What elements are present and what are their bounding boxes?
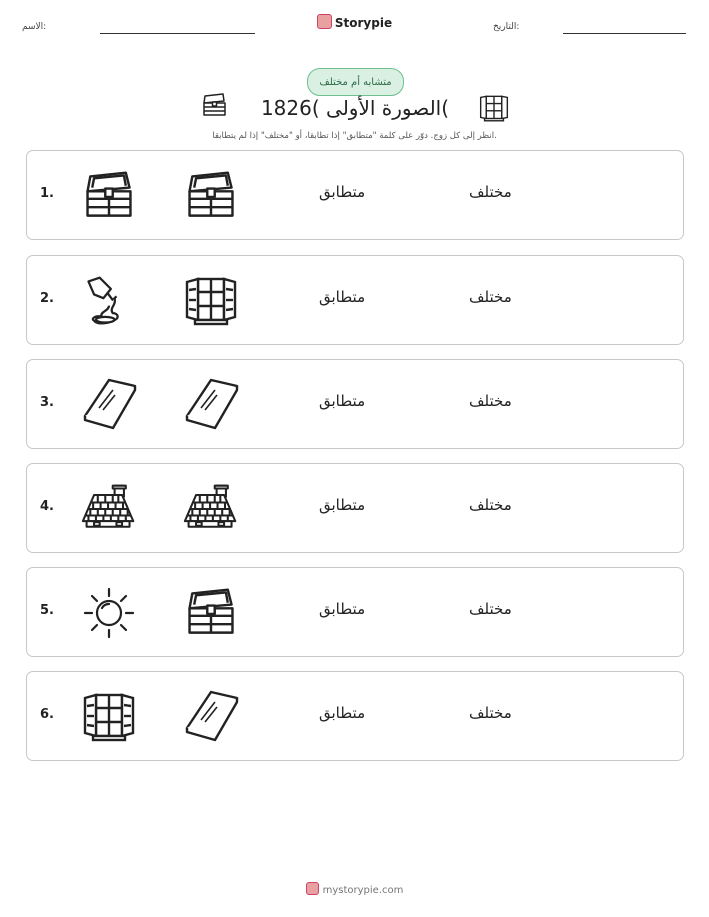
option-same[interactable]: متطابق bbox=[319, 183, 366, 201]
option-same[interactable]: متطابق bbox=[319, 392, 366, 410]
question-row bbox=[26, 359, 684, 449]
name-label: الاسم: bbox=[22, 22, 47, 32]
roof-icon bbox=[183, 482, 239, 536]
footer-url: mystorypie.com bbox=[322, 885, 404, 896]
question-row bbox=[26, 567, 684, 657]
option-different[interactable]: مختلف bbox=[469, 496, 512, 514]
question-number: 1. bbox=[40, 186, 54, 201]
brand-name: Storypie bbox=[334, 16, 393, 30]
option-different[interactable]: مختلف bbox=[469, 392, 512, 410]
treasure-chest-icon bbox=[183, 586, 239, 640]
question-number: 4. bbox=[40, 499, 54, 514]
treasure-chest-icon bbox=[81, 169, 137, 223]
question-number: 2. bbox=[40, 291, 54, 306]
question-number: 6. bbox=[40, 707, 54, 722]
footer bbox=[0, 882, 709, 896]
roof-icon bbox=[81, 482, 137, 536]
brand-logo bbox=[0, 14, 709, 30]
treasure-chest-title-icon bbox=[200, 92, 230, 118]
instructions: انظر إلى كل زوج. دوّر على كلمة "متطابق" إذا تطابقا، أو "مختلف" إذا لم يتطابقا. bbox=[212, 131, 497, 141]
question-row bbox=[26, 255, 684, 345]
sun-icon bbox=[81, 586, 137, 640]
date-field[interactable] bbox=[563, 33, 686, 34]
glass-pane-icon bbox=[183, 378, 239, 432]
worksheet-title: الصورة الأولى )1826( bbox=[260, 96, 450, 120]
option-same[interactable]: متطابق bbox=[319, 600, 366, 618]
question-number: 3. bbox=[40, 395, 54, 410]
option-different[interactable]: مختلف bbox=[469, 704, 512, 722]
window-icon bbox=[183, 274, 239, 328]
question-row bbox=[26, 671, 684, 761]
option-same[interactable]: متطابق bbox=[319, 288, 366, 306]
topic-badge: متشابه أم مختلف bbox=[307, 68, 404, 96]
storypie-footer-logo-icon bbox=[306, 882, 319, 895]
question-row bbox=[26, 150, 684, 240]
storypie-logo-icon bbox=[317, 14, 332, 29]
window-title-icon bbox=[477, 93, 511, 123]
name-field[interactable] bbox=[100, 33, 255, 34]
glass-pane-icon bbox=[81, 378, 137, 432]
question-number: 5. bbox=[40, 603, 54, 618]
treasure-chest-icon bbox=[183, 169, 239, 223]
option-different[interactable]: مختلف bbox=[469, 288, 512, 306]
question-row bbox=[26, 463, 684, 553]
option-same[interactable]: متطابق bbox=[319, 704, 366, 722]
option-same[interactable]: متطابق bbox=[319, 496, 366, 514]
window-icon bbox=[81, 690, 137, 744]
date-label: التاريخ: bbox=[493, 22, 520, 32]
glass-pane-icon bbox=[183, 690, 239, 744]
spilled-bottle-icon bbox=[81, 274, 137, 328]
option-different[interactable]: مختلف bbox=[469, 600, 512, 618]
option-different[interactable]: مختلف bbox=[469, 183, 512, 201]
